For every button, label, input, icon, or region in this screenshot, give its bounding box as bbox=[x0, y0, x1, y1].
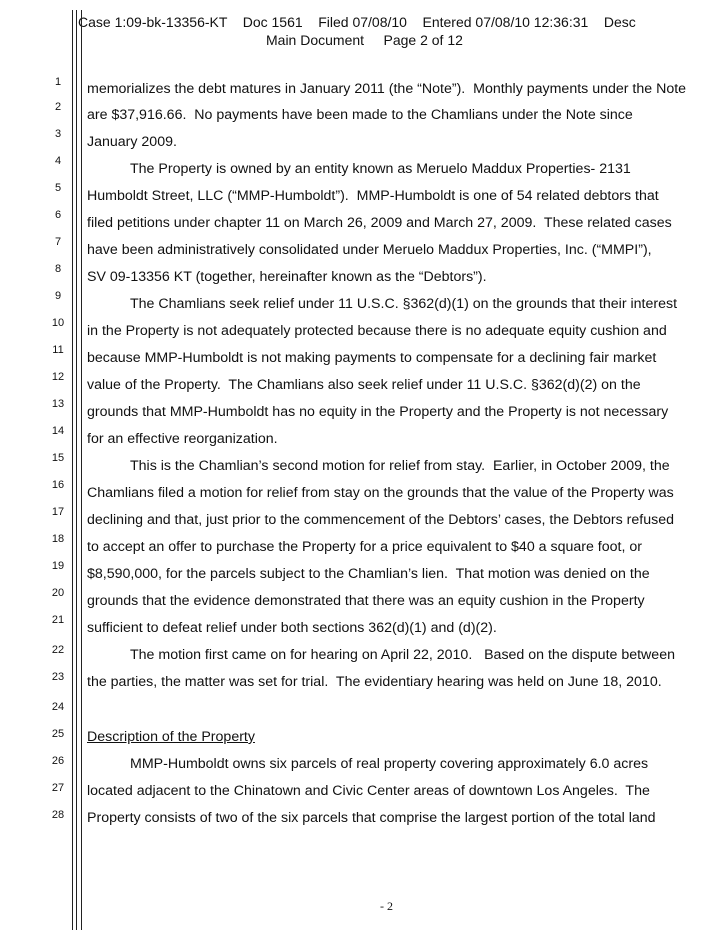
line-number: 12 bbox=[51, 371, 65, 383]
body-text-line: are $37,916.66. No payments have been made to the Chamlians under the Note since bbox=[87, 107, 633, 123]
line-number: 9 bbox=[54, 290, 62, 302]
body-text-line: the parties, the matter was set for trial. The evidentiary hearing was held on June 18, 2010. bbox=[87, 674, 662, 690]
line-number: 25 bbox=[51, 728, 65, 740]
line-number: 16 bbox=[51, 479, 65, 491]
line-number: 3 bbox=[54, 128, 62, 140]
body-text-line: memorializes the debt matures in January 2011 (the “Note”). Monthly payments under the Note bbox=[87, 81, 687, 97]
body-text-line: to accept an offer to purchase the Property for a price equivalent to $40 a square foot, or bbox=[87, 539, 642, 555]
body-text-line: declining and that, just prior to the commencement of the Debtors’ cases, the Debtors refused bbox=[87, 512, 674, 528]
line-number: 6 bbox=[54, 209, 62, 221]
page-number: - 2 bbox=[380, 899, 393, 913]
header-case-line: Case 1:09-bk-13356-KT Doc 1561 Filed 07/08/10 Entered 07/08/10 12:36:31 Desc bbox=[78, 14, 636, 30]
line-number: 10 bbox=[51, 317, 65, 329]
document-header bbox=[78, 13, 678, 49]
line-number: 13 bbox=[51, 398, 65, 410]
line-number: 11 bbox=[52, 344, 64, 356]
margin-rule-right bbox=[81, 10, 82, 930]
line-number: 27 bbox=[51, 782, 65, 794]
body-text-line: grounds that MMP-Humboldt has no equity in the Property and the Property is not necessary bbox=[87, 404, 669, 420]
body-text-line: grounds that the evidence demonstrated that there was an equity cushion in the Property bbox=[87, 593, 645, 609]
body-text-line: This is the Chamlian’s second motion for relief from stay. Earlier, in October 2009, the bbox=[130, 458, 670, 474]
body-text-line: filed petitions under chapter 11 on March 26, 2009 and March 27, 2009. These related cases bbox=[87, 215, 672, 231]
line-number: 1 bbox=[54, 76, 62, 88]
line-number: 26 bbox=[51, 755, 65, 767]
body-text-line: January 2009. bbox=[87, 134, 177, 150]
line-number: 21 bbox=[51, 614, 65, 626]
margin-rule-middle bbox=[76, 10, 77, 930]
line-number: 18 bbox=[51, 533, 65, 545]
body-text-line: for an effective reorganization. bbox=[87, 431, 278, 447]
body-text-line: The motion first came on for hearing on April 22, 2010. Based on the dispute between bbox=[130, 647, 675, 663]
line-number: 4 bbox=[54, 155, 62, 167]
line-number: 24 bbox=[51, 701, 65, 713]
body-text-line: sufficient to defeat relief under both sections 362(d)(1) and (d)(2). bbox=[87, 620, 497, 636]
body-text-line: have been administratively consolidated under Meruelo Maddux Properties, Inc. (“MMPI”), bbox=[87, 242, 652, 258]
body-text-line: Chamlians filed a motion for relief from stay on the grounds that the value of the Property was bbox=[87, 485, 674, 501]
line-number: 2 bbox=[54, 101, 62, 113]
header-page-line: Main Document Page 2 of 12 bbox=[266, 32, 463, 48]
line-number: 15 bbox=[51, 452, 65, 464]
body-text-line: in the Property is not adequately protected because there is no adequate equity cushion and bbox=[87, 323, 667, 339]
body-text-line: SV 09-13356 KT (together, hereinafter known as the “Debtors”). bbox=[87, 269, 487, 285]
line-number: 17 bbox=[51, 506, 65, 518]
body-text-line: MMP-Humboldt owns six parcels of real property covering approximately 6.0 acres bbox=[130, 756, 649, 772]
line-number: 14 bbox=[51, 425, 65, 437]
line-number: 22 bbox=[51, 644, 65, 656]
body-text-line: Property consists of two of the six parcels that comprise the largest portion of the total land bbox=[87, 810, 656, 826]
line-number: 7 bbox=[54, 236, 62, 248]
line-number: 19 bbox=[51, 560, 65, 572]
body-text-line: because MMP-Humboldt is not making payments to compensate for a declining fair market bbox=[87, 350, 657, 366]
body-text-line: located adjacent to the Chinatown and Civic Center areas of downtown Los Angeles. The bbox=[87, 783, 650, 799]
body-text-line: The Property is owned by an entity known as Meruelo Maddux Properties- 2131 bbox=[130, 161, 631, 177]
section-heading: Description of the Property bbox=[87, 729, 255, 745]
body-text-line: Humboldt Street, LLC (“MMP-Humboldt”). MMP-Humboldt is one of 54 related debtors that bbox=[87, 188, 659, 204]
body-text-line: value of the Property. The Chamlians also seek relief under 11 U.S.C. §362(d)(2) on the bbox=[87, 377, 641, 393]
line-number: 5 bbox=[54, 182, 62, 194]
line-number: 20 bbox=[51, 587, 65, 599]
body-text-line: $8,590,000, for the parcels subject to the Chamlian’s lien. That motion was denied on the bbox=[87, 566, 650, 582]
line-number: 28 bbox=[51, 809, 65, 821]
margin-rule-left bbox=[72, 10, 73, 930]
line-number: 23 bbox=[51, 671, 65, 683]
line-number: 8 bbox=[54, 263, 62, 275]
body-text-line: The Chamlians seek relief under 11 U.S.C. §362(d)(1) on the grounds that their interest bbox=[130, 296, 678, 312]
